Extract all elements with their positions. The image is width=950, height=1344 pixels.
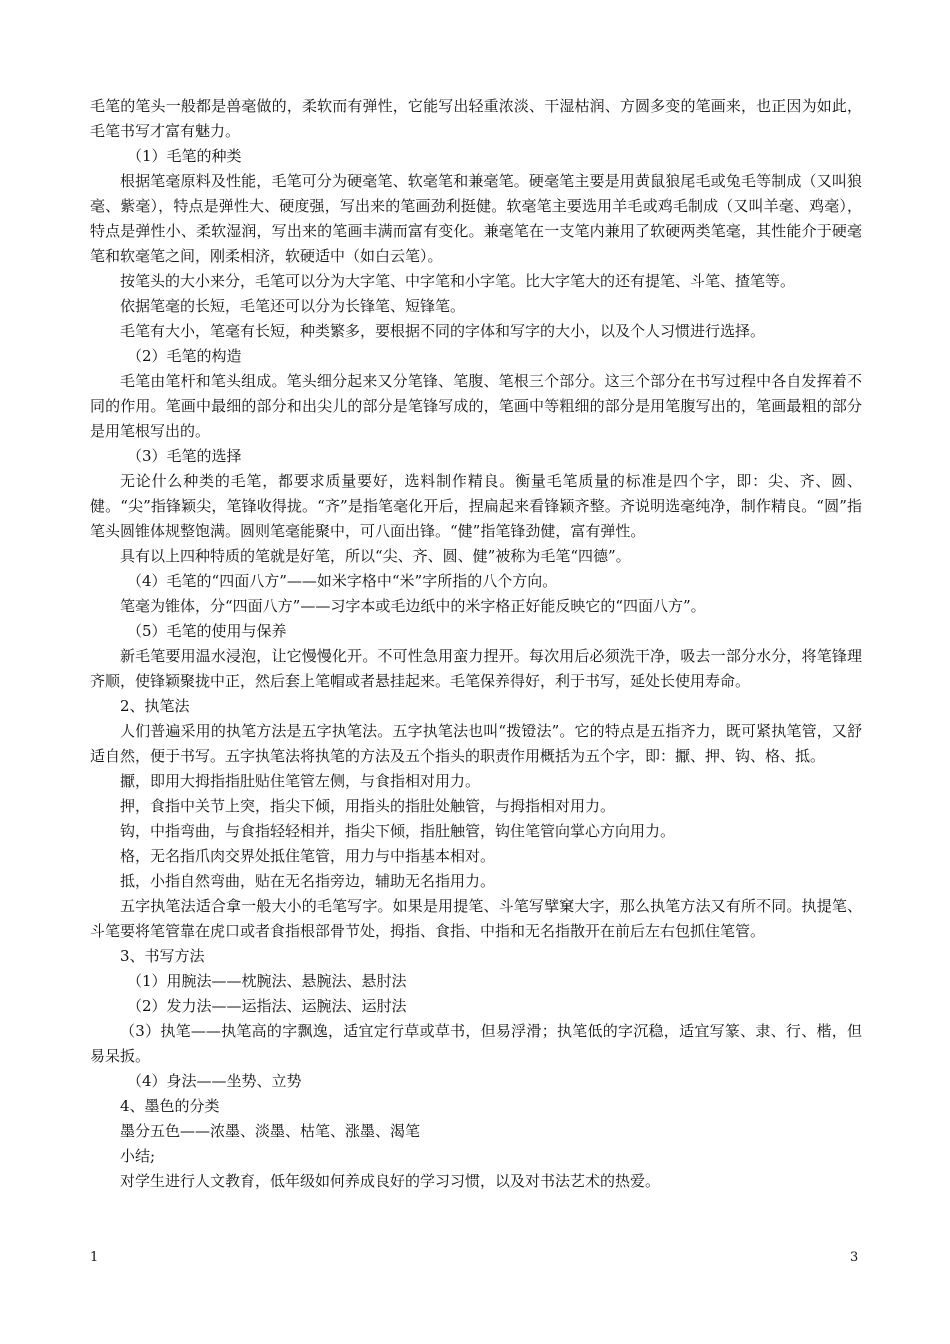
paragraph-four-virtues: 具有以上四种特质的笔就是好笔，所以“尖、齐、圆、健”被称为毛笔“四德”。: [120, 547, 631, 565]
paragraph-five-finger-method: 人们普遍采用的执笔方法是五字执笔法。五字执笔法也叫“拨镫法”。它的特点是五指齐力，既可紧执笔管，又舒适自然，便于书写。五字执笔法将执笔的方法及五个指头的职责作用概括为五个字，即：擫、押、钩、格、抵。: [90, 722, 862, 765]
item-wrist-method: （1）用腕法——枕腕法、悬腕法、悬肘法: [127, 972, 407, 990]
paragraph-brush-choice: 毛笔有大小，笔毫有长短，种类繁多，要根据不同的字体和写字的大小，以及个人习惯进行选择。: [120, 322, 766, 340]
heading-four-sides: （4）毛笔的“四面八方”——如米字格中“米”字所指的八个方向。: [127, 572, 558, 590]
paragraph-brush-length: 依据笔毫的长短，毛笔还可以分为长锋笔、短锋笔。: [120, 297, 466, 315]
item-posture: （4）身法——坐势、立势: [127, 1072, 302, 1090]
paragraph-finger-di: 抵，小指自然弯曲，贴在无名指旁边，辅助无名指用力。: [120, 872, 496, 890]
heading-brush-care: （5）毛笔的使用与保养: [127, 622, 287, 640]
paragraph-brush-structure: 毛笔由笔杆和笔头组成。笔头细分起来又分笔锋、笔腹、笔根三个部分。这三个部分在书写过程中各自发挥着不同的作用。笔画中最细的部分和出尖儿的部分是笔锋写成的，笔画中等粗细的部分是用笔腹写出的，笔画最粗的部分是用笔根写出的。: [90, 372, 862, 440]
footer-page-number-left: 1: [90, 1250, 99, 1265]
paragraph-finger-ya: 押，食指中关节上突，指尖下倾，用指头的指肚处触管，与拇指相对用力。: [120, 797, 616, 815]
paragraph-summary: 对学生进行人文教育，低年级如何养成良好的学习习惯，以及对书法艺术的热爱。: [120, 1172, 661, 1190]
paragraph-four-sides: 笔毫为锥体，分“四面八方”——习字本或毛边纸中的米字格正好能反映它的“四面八方”。: [120, 597, 706, 615]
paragraph-five-ink-colors: 墨分五色——浓墨、淡墨、枯笔、涨墨、渴笔: [120, 1122, 421, 1140]
heading-brush-types: （1）毛笔的种类: [127, 147, 242, 165]
document-body: [90, 94, 862, 1194]
paragraph-brush-materials: 根据笔毫原料及性能，毛笔可分为硬毫笔、软毫笔和兼毫笔。硬毫笔主要是用黄鼠狼尾毛或兔毛等制成（又叫狼毫、紫毫），特点是弹性大、硬度强，写出来的笔画劲利挺健。软毫笔主要选用羊毛或鸡毛制成（又叫羊毫、鸡毫），特点是弹性小、柔软湿润，写出来的笔画丰满而富有变化。兼毫笔在一支笔内兼用了软硬两类笔毫，其性能介于硬毫笔和软毫笔之间，刚柔相济，软硬适中（如白云笔）。: [90, 172, 862, 265]
paragraph-intro: 毛笔的笔头一般都是兽毫做的，柔软而有弹性，它能写出轻重浓淡、干湿枯润、方圆多变的笔画来，也正因为如此，毛笔书写才富有魅力。: [90, 97, 862, 140]
item-holding-height: （3）执笔——执笔高的字飘逸，适宜定行草或草书，但易浮滑；执笔低的字沉稳，适宜写篆、隶、行、楷，但易呆扳。: [90, 1022, 862, 1065]
footer-page-number-right: 3: [850, 1250, 859, 1265]
paragraph-brush-sizes: 按笔头的大小来分，毛笔可以分为大字笔、中字笔和小字笔。比大字笔大的还有提笔、斗笔、揸笔等。: [120, 272, 796, 290]
paragraph-finger-ye: 擫，即用大拇指指肚贴住笔管左侧，与食指相对用力。: [120, 772, 481, 790]
paragraph-finger-ge: 格，无名指爪肉交界处抵住笔管，用力与中指基本相对。: [120, 847, 496, 865]
heading-summary: 小结;: [120, 1147, 156, 1165]
heading-brush-selection: （3）毛笔的选择: [127, 447, 242, 465]
heading-ink-colors: 4、墨色的分类: [120, 1097, 220, 1115]
heading-holding-method: 2、执笔法: [120, 697, 190, 715]
paragraph-finger-gou: 钩，中指弯曲，与食指轻轻相并，指尖下倾，指肚触管，钩住笔管向掌心方向用力。: [120, 822, 676, 840]
heading-brush-structure: （2）毛笔的构造: [127, 347, 242, 365]
paragraph-large-brush-holding: 五字执笔法适合拿一般大小的毛笔写字。如果是用提笔、斗笔写擘窠大字，那么执笔方法又有所不同。执提笔、斗笔要将笔管靠在虎口或者食指根部骨节处，拇指、食指、中指和无名指散开在前后左右包抓住笔管。: [90, 897, 862, 940]
paragraph-brush-quality: 无论什么种类的毛笔，都要求质量要好，选料制作精良。衡量毛笔质量的标准是四个字，即：尖、齐、圆、健。“尖”指锋颖尖，笔锋收得拢。“齐”是指笔毫化开后，捏扁起来看锋颖齐整。齐说明选毫纯净，制作精良。“圆”指笔头圆锥体规整饱满。圆则笔毫能聚中，可八面出锋。“健”指笔锋劲健，富有弹性。: [90, 472, 862, 540]
paragraph-brush-care: 新毛笔要用温水浸泡，让它慢慢化开。不可性急用蛮力捏开。每次用后必须洗干净，吸去一部分水分，将笔锋理齐顺，使锋颖聚拢中正，然后套上笔帽或者悬挂起来。毛笔保养得好，利于书写，延处长使用寿命。: [90, 647, 862, 690]
heading-writing-method: 3、书写方法: [120, 947, 205, 965]
item-force-method: （2）发力法——运指法、运腕法、运肘法: [127, 997, 407, 1015]
